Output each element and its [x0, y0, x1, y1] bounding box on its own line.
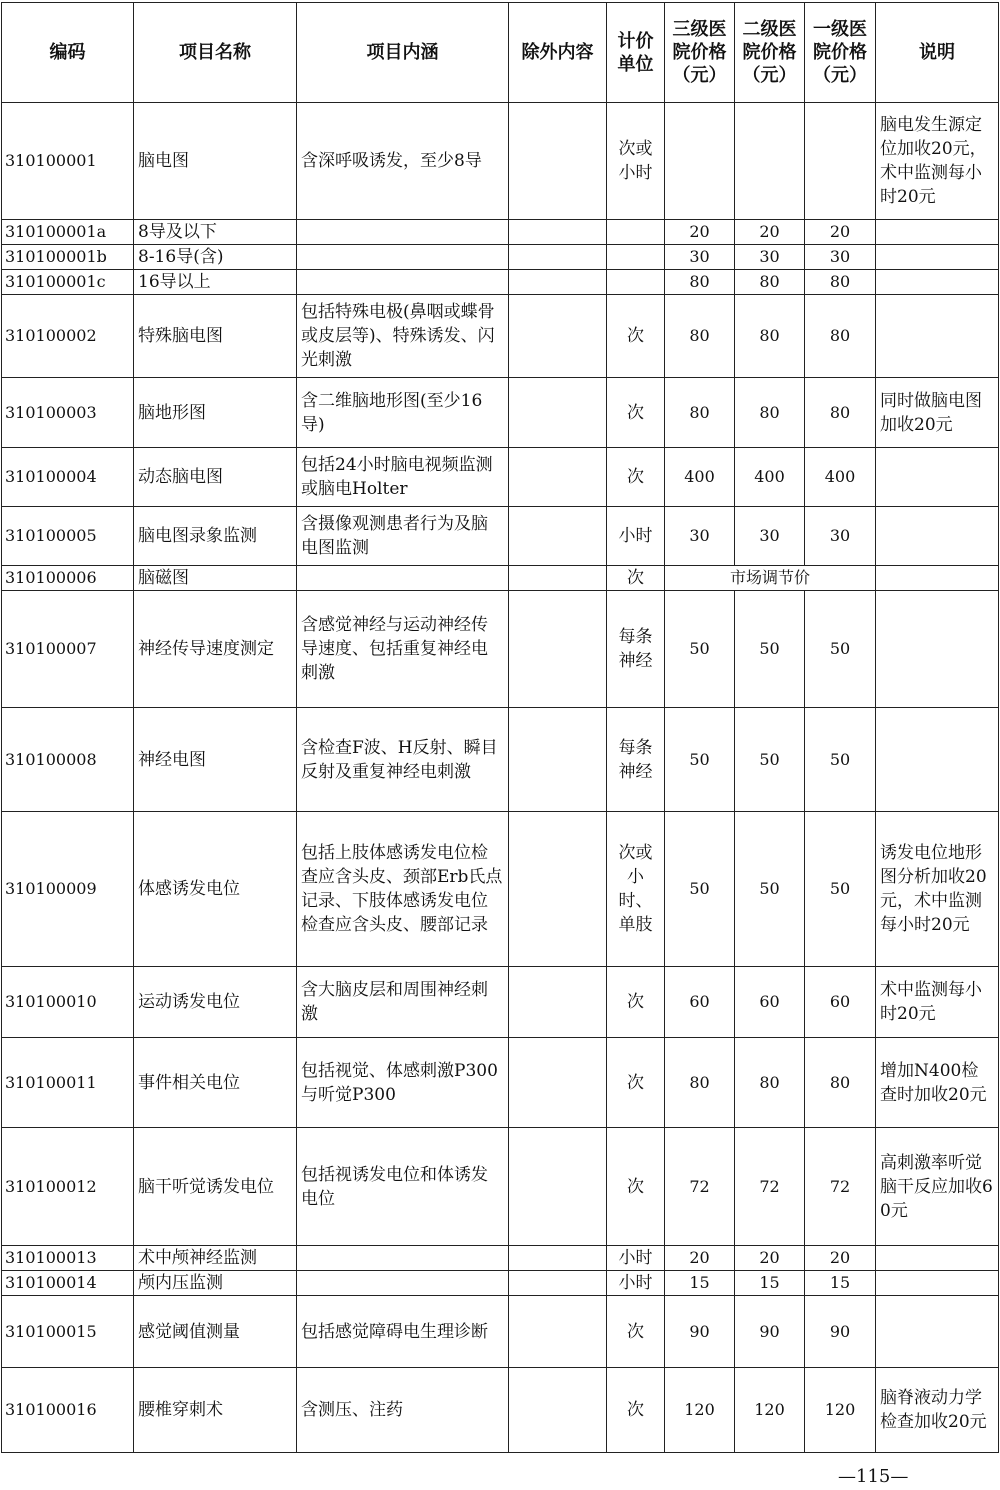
- header-excluded: 除外内容: [509, 3, 607, 103]
- cell-name: 体感诱发电位: [134, 812, 297, 967]
- cell-price2: 20: [735, 1246, 805, 1271]
- cell-name: 脑干听觉诱发电位: [134, 1128, 297, 1246]
- cell-price3: 120: [665, 1368, 735, 1453]
- cell-note: [876, 1296, 999, 1368]
- cell-price2: 80: [735, 1038, 805, 1128]
- cell-code: 310100003: [2, 378, 134, 448]
- cell-price3: 50: [665, 812, 735, 967]
- cell-note: 同时做脑电图加收20元: [876, 378, 999, 448]
- cell-price3: 20: [665, 220, 735, 245]
- cell-content: 含摄像观测患者行为及脑电图监测: [297, 507, 509, 566]
- cell-content: [297, 1246, 509, 1271]
- table-row: [2, 967, 999, 1038]
- cell-excluded: [509, 708, 607, 812]
- cell-unit: 小时: [607, 1246, 665, 1271]
- cell-name: 运动诱发电位: [134, 967, 297, 1038]
- cell-note: [876, 708, 999, 812]
- cell-price1: [805, 103, 876, 220]
- cell-price3: 90: [665, 1296, 735, 1368]
- cell-content: 含测压、注药: [297, 1368, 509, 1453]
- cell-note: [876, 448, 999, 507]
- cell-content: 包括感觉障碍电生理诊断: [297, 1296, 509, 1368]
- cell-excluded: [509, 1368, 607, 1453]
- cell-price3: 30: [665, 507, 735, 566]
- cell-note: 术中监测每小时20元: [876, 967, 999, 1038]
- cell-code: 310100004: [2, 448, 134, 507]
- cell-price1: 15: [805, 1271, 876, 1296]
- cell-price2: 120: [735, 1368, 805, 1453]
- table-row: [2, 378, 999, 448]
- cell-price2: [735, 103, 805, 220]
- cell-unit: 次: [607, 566, 665, 591]
- cell-code: 310100015: [2, 1296, 134, 1368]
- cell-excluded: [509, 812, 607, 967]
- cell-code: 310100009: [2, 812, 134, 967]
- cell-price3: 20: [665, 1246, 735, 1271]
- cell-name: 脑电图录象监测: [134, 507, 297, 566]
- cell-price1: 50: [805, 812, 876, 967]
- cell-price2: 50: [735, 812, 805, 967]
- cell-price1: 30: [805, 245, 876, 270]
- cell-unit: 次: [607, 967, 665, 1038]
- cell-unit: 每条神经: [607, 708, 665, 812]
- table-row: [2, 220, 999, 245]
- cell-note: [876, 1271, 999, 1296]
- cell-excluded: [509, 270, 607, 295]
- cell-price1: 400: [805, 448, 876, 507]
- cell-price1: 20: [805, 220, 876, 245]
- price-table: [1, 2, 999, 1453]
- cell-name: 8-16导(含): [134, 245, 297, 270]
- table-row: [2, 1128, 999, 1246]
- cell-code: 310100013: [2, 1246, 134, 1271]
- cell-price3: [665, 103, 735, 220]
- cell-price1: 80: [805, 378, 876, 448]
- cell-note: [876, 270, 999, 295]
- table-row: [2, 103, 999, 220]
- cell-price1: 30: [805, 507, 876, 566]
- cell-excluded: [509, 1271, 607, 1296]
- cell-unit: [607, 245, 665, 270]
- cell-price1: 80: [805, 1038, 876, 1128]
- cell-note: 脑脊液动力学检查加收20元: [876, 1368, 999, 1453]
- cell-note: 脑电发生源定位加收20元，术中监测每小时20元: [876, 103, 999, 220]
- cell-content: 含检查F波、H反射、瞬目反射及重复神经电刺激: [297, 708, 509, 812]
- header-code: 编码: [2, 3, 134, 103]
- cell-excluded: [509, 220, 607, 245]
- cell-excluded: [509, 448, 607, 507]
- cell-unit: 次: [607, 1368, 665, 1453]
- cell-excluded: [509, 1246, 607, 1271]
- cell-content: [297, 566, 509, 591]
- cell-content: [297, 220, 509, 245]
- header-price1: 一级医院价格（元）: [805, 3, 876, 103]
- cell-price1: 90: [805, 1296, 876, 1368]
- header-content: 项目内涵: [297, 3, 509, 103]
- cell-excluded: [509, 378, 607, 448]
- cell-name: 脑电图: [134, 103, 297, 220]
- cell-name: 16导以上: [134, 270, 297, 295]
- cell-excluded: [509, 1296, 607, 1368]
- cell-code: 310100008: [2, 708, 134, 812]
- cell-note: 诱发电位地形图分析加收20元，术中监测每小时20元: [876, 812, 999, 967]
- cell-price3: 30: [665, 245, 735, 270]
- header-price3: 三级医院价格（元）: [665, 3, 735, 103]
- cell-price1: 60: [805, 967, 876, 1038]
- cell-price2: 90: [735, 1296, 805, 1368]
- cell-unit: [607, 270, 665, 295]
- cell-code: 310100001a: [2, 220, 134, 245]
- cell-name: 动态脑电图: [134, 448, 297, 507]
- cell-unit: 小时: [607, 1271, 665, 1296]
- cell-name: 感觉阈值测量: [134, 1296, 297, 1368]
- cell-price2: 50: [735, 591, 805, 708]
- table-row: [2, 295, 999, 378]
- cell-content: 含感觉神经与运动神经传导速度、包括重复神经电刺激: [297, 591, 509, 708]
- cell-price2: 50: [735, 708, 805, 812]
- cell-price3: 80: [665, 378, 735, 448]
- cell-price2: 30: [735, 245, 805, 270]
- cell-code: 310100001: [2, 103, 134, 220]
- cell-excluded: [509, 245, 607, 270]
- cell-price2: 400: [735, 448, 805, 507]
- cell-code: 310100001c: [2, 270, 134, 295]
- header-note: 说明: [876, 3, 999, 103]
- cell-excluded: [509, 967, 607, 1038]
- cell-note: [876, 295, 999, 378]
- header-price2: 二级医院价格（元）: [735, 3, 805, 103]
- table-row: [2, 1246, 999, 1271]
- cell-excluded: [509, 566, 607, 591]
- cell-price2: 80: [735, 295, 805, 378]
- cell-unit: 次: [607, 448, 665, 507]
- cell-note: [876, 245, 999, 270]
- cell-excluded: [509, 591, 607, 708]
- table-row: [2, 1296, 999, 1368]
- cell-name: 腰椎穿刺术: [134, 1368, 297, 1453]
- page-number: —115—: [838, 1466, 909, 1487]
- cell-content: [297, 270, 509, 295]
- cell-price3: 60: [665, 967, 735, 1038]
- cell-unit: 每条神经: [607, 591, 665, 708]
- cell-price2: 30: [735, 507, 805, 566]
- cell-name: 脑地形图: [134, 378, 297, 448]
- cell-content: 包括特殊电极(鼻咽或蝶骨或皮层等)、特殊诱发、闪光刺激: [297, 295, 509, 378]
- cell-price3: 80: [665, 295, 735, 378]
- cell-code: 310100002: [2, 295, 134, 378]
- cell-content: 包括视觉、体感刺激P300与听觉P300: [297, 1038, 509, 1128]
- cell-unit: 次: [607, 295, 665, 378]
- cell-note: 增加N400检查时加收20元: [876, 1038, 999, 1128]
- cell-content: 含深呼吸诱发，至少8导: [297, 103, 509, 220]
- cell-price1: 20: [805, 1246, 876, 1271]
- cell-price3: 72: [665, 1128, 735, 1246]
- cell-note: 高刺激率听觉脑干反应加收60元: [876, 1128, 999, 1246]
- cell-code: 310100005: [2, 507, 134, 566]
- cell-content: 包括24小时脑电视频监测或脑电Holter: [297, 448, 509, 507]
- table-row: [2, 448, 999, 507]
- cell-name: 术中颅神经监测: [134, 1246, 297, 1271]
- cell-price1: 80: [805, 270, 876, 295]
- cell-excluded: [509, 295, 607, 378]
- cell-price1: 50: [805, 708, 876, 812]
- cell-code: 310100010: [2, 967, 134, 1038]
- cell-unit: [607, 220, 665, 245]
- cell-price2: 80: [735, 378, 805, 448]
- cell-price3: 80: [665, 1038, 735, 1128]
- cell-note: [876, 220, 999, 245]
- cell-code: 310100006: [2, 566, 134, 591]
- cell-price1: 72: [805, 1128, 876, 1246]
- cell-price3: 50: [665, 708, 735, 812]
- cell-note: [876, 1246, 999, 1271]
- cell-name: 8导及以下: [134, 220, 297, 245]
- cell-content: [297, 1271, 509, 1296]
- table-row: [2, 566, 999, 591]
- cell-code: 310100011: [2, 1038, 134, 1128]
- cell-unit: 次或小时: [607, 103, 665, 220]
- cell-content: 含二维脑地形图(至少16导): [297, 378, 509, 448]
- cell-code: 310100016: [2, 1368, 134, 1453]
- table-row: [2, 245, 999, 270]
- cell-note: [876, 566, 999, 591]
- cell-name: 神经电图: [134, 708, 297, 812]
- table-row: [2, 591, 999, 708]
- cell-price3: 80: [665, 270, 735, 295]
- table-row: [2, 1038, 999, 1128]
- cell-code: 310100012: [2, 1128, 134, 1246]
- cell-price1: 50: [805, 591, 876, 708]
- cell-name: 事件相关电位: [134, 1038, 297, 1128]
- cell-content: [297, 245, 509, 270]
- cell-name: 特殊脑电图: [134, 295, 297, 378]
- table-row: [2, 270, 999, 295]
- table-row: [2, 1271, 999, 1296]
- cell-unit: 次: [607, 1038, 665, 1128]
- header-row: [2, 3, 999, 103]
- cell-price3: 50: [665, 591, 735, 708]
- cell-excluded: [509, 507, 607, 566]
- cell-note: [876, 507, 999, 566]
- cell-price3: 15: [665, 1271, 735, 1296]
- cell-excluded: [509, 1038, 607, 1128]
- cell-content: 包括上肢体感诱发电位检查应含头皮、颈部Erb氏点记录、下肢体感诱发电位检查应含头皮、腰部记录: [297, 812, 509, 967]
- cell-price2: 60: [735, 967, 805, 1038]
- cell-price2: 15: [735, 1271, 805, 1296]
- cell-unit: 次: [607, 1128, 665, 1246]
- cell-note: [876, 591, 999, 708]
- cell-price2: 80: [735, 270, 805, 295]
- cell-name: 脑磁图: [134, 566, 297, 591]
- header-name: 项目名称: [134, 3, 297, 103]
- cell-unit: 小时: [607, 507, 665, 566]
- header-unit: 计价单位: [607, 3, 665, 103]
- table-row: [2, 812, 999, 967]
- cell-code: 310100001b: [2, 245, 134, 270]
- table-row: [2, 507, 999, 566]
- cell-content: 包括视诱发电位和体诱发电位: [297, 1128, 509, 1246]
- cell-price3: 400: [665, 448, 735, 507]
- cell-unit: 次: [607, 1296, 665, 1368]
- cell-code: 310100014: [2, 1271, 134, 1296]
- table-row: [2, 1368, 999, 1453]
- cell-price1: 80: [805, 295, 876, 378]
- cell-name: 神经传导速度测定: [134, 591, 297, 708]
- cell-excluded: [509, 103, 607, 220]
- cell-unit: 次: [607, 378, 665, 448]
- table-row: [2, 708, 999, 812]
- cell-content: 含大脑皮层和周围神经刺激: [297, 967, 509, 1038]
- cell-name: 颅内压监测: [134, 1271, 297, 1296]
- cell-code: 310100007: [2, 591, 134, 708]
- cell-excluded: [509, 1128, 607, 1246]
- cell-price2: 20: [735, 220, 805, 245]
- cell-unit: 次或小时、单肢: [607, 812, 665, 967]
- cell-price1: 120: [805, 1368, 876, 1453]
- cell-market-price: 市场调节价: [665, 566, 876, 591]
- cell-price2: 72: [735, 1128, 805, 1246]
